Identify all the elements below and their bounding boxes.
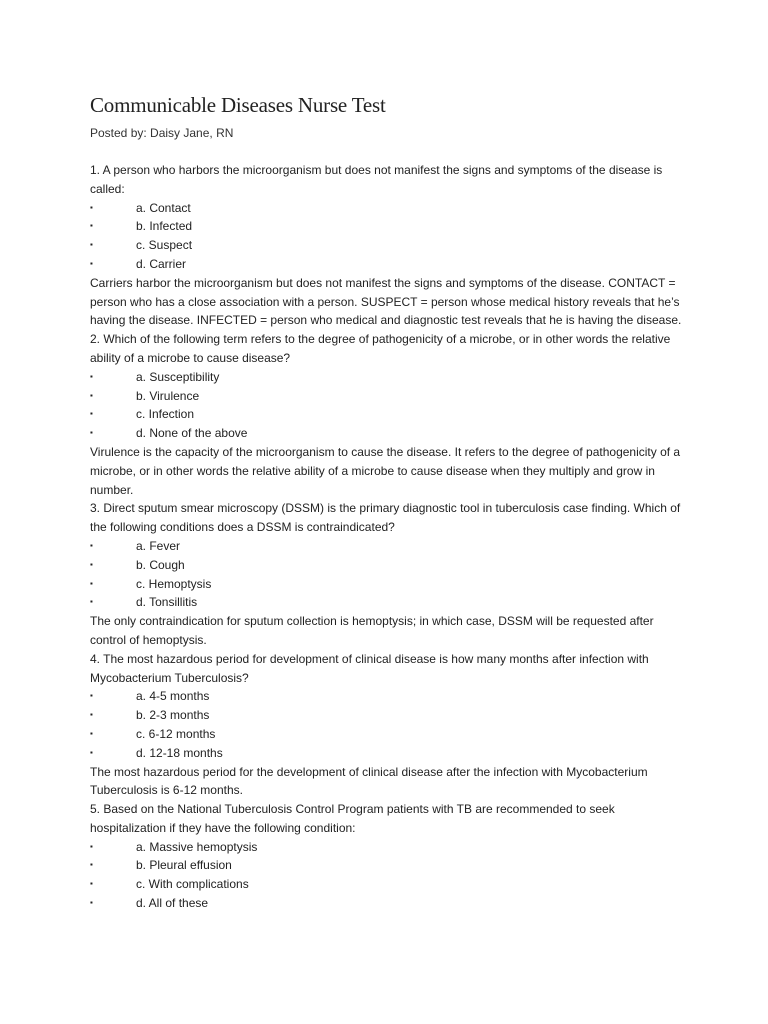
answer-options — [90, 199, 690, 274]
answer-option — [90, 838, 690, 857]
answer-options — [90, 687, 690, 762]
answer-rationale: Carriers harbor the microorganism but does not manifest the signs and symptoms of the disease. CONTACT = person who has a close association with a person. SUSPECT = person whose medical history reveals that he’s having the disease. INFECTED = person who medical and diagnostic test reveals that he is having the disease. — [90, 275, 682, 328]
answer-option — [90, 368, 690, 387]
square-bullet-icon: ▪ — [90, 597, 93, 607]
square-bullet-icon: ▪ — [90, 747, 93, 757]
square-bullet-icon: ▪ — [90, 428, 93, 438]
square-bullet-icon: ▪ — [90, 240, 93, 250]
question-list — [90, 161, 690, 913]
question-text: 2. Which of the following term refers to the degree of pathogenicity of a microbe, or in other words the relative ability of a microbe to cause disease? — [90, 332, 671, 365]
square-bullet-icon: ▪ — [90, 879, 93, 889]
square-bullet-icon: ▪ — [90, 841, 93, 851]
answer-option — [90, 537, 690, 556]
square-bullet-icon: ▪ — [90, 221, 93, 231]
square-bullet-icon: ▪ — [90, 258, 93, 268]
answer-option — [90, 236, 690, 255]
square-bullet-icon: ▪ — [90, 540, 93, 550]
answer-option — [90, 405, 690, 424]
answer-option — [90, 894, 690, 913]
option-label: a. Contact — [136, 200, 191, 215]
answer-option — [90, 687, 690, 706]
option-label: c. 6-12 months — [136, 726, 216, 741]
answer-option — [90, 575, 690, 594]
square-bullet-icon: ▪ — [90, 691, 93, 701]
answer-option — [90, 199, 690, 218]
option-label: b. 2-3 months — [136, 708, 210, 723]
option-label: d. Carrier — [136, 256, 187, 271]
square-bullet-icon: ▪ — [90, 728, 93, 738]
answer-option — [90, 725, 690, 744]
question-item — [90, 161, 690, 330]
question-text: 5. Based on the National Tuberculosis Control Program patients with TB are recommended to seek hospitalization if they have the following condition: — [90, 802, 615, 835]
answer-option — [90, 744, 690, 763]
square-bullet-icon: ▪ — [90, 710, 93, 720]
question-item — [90, 499, 690, 649]
page-title: Communicable Diseases Nurse Test — [90, 93, 386, 117]
question-item — [90, 650, 690, 800]
answer-option — [90, 424, 690, 443]
answer-option — [90, 593, 690, 612]
answer-options — [90, 537, 690, 612]
question-text: 3. Direct sputum smear microscopy (DSSM) is the primary diagnostic tool in tuberculosis case finding. Which of the following conditions does a DSSM is contraindicated? — [90, 501, 681, 535]
question-text: 1. A person who harbors the microorganism but does not manifest the signs and symptoms of the disease is called: — [90, 163, 663, 196]
option-label: d. All of these — [136, 896, 209, 911]
option-label: c. Hemoptysis — [136, 576, 212, 591]
option-label: b. Pleural effusion — [136, 858, 232, 873]
answer-option — [90, 706, 690, 725]
square-bullet-icon: ▪ — [90, 202, 93, 212]
square-bullet-icon: ▪ — [90, 390, 93, 400]
option-label: c. Infection — [136, 407, 195, 422]
square-bullet-icon: ▪ — [90, 578, 93, 588]
option-label: a. Massive hemoptysis — [136, 839, 258, 854]
square-bullet-icon: ▪ — [90, 559, 93, 569]
author-byline: Posted by: Daisy Jane, RN — [90, 126, 234, 140]
option-label: c. Suspect — [136, 238, 193, 253]
option-label: b. Virulence — [136, 388, 200, 403]
square-bullet-icon: ▪ — [90, 409, 93, 419]
option-label: d. None of the above — [136, 426, 248, 441]
option-label: c. With complications — [136, 877, 249, 892]
answer-option — [90, 875, 690, 894]
option-label: a. Susceptibility — [136, 369, 220, 384]
option-label: d. Tonsillitis — [136, 595, 198, 610]
answer-option — [90, 556, 690, 575]
option-label: d. 12-18 months — [136, 745, 223, 760]
answer-rationale: Virulence is the capacity of the microorganism to cause the disease. It refers to the degree of pathogenicity of a microbe, or in other words the relative ability of a microbe to cause disease when they multiply and grow in number. — [90, 444, 681, 497]
square-bullet-icon: ▪ — [90, 371, 93, 381]
answer-options — [90, 368, 690, 443]
question-item — [90, 800, 690, 913]
answer-option — [90, 217, 690, 236]
option-label: a. 4-5 months — [136, 689, 210, 704]
answer-options — [90, 838, 690, 913]
answer-rationale: The only contraindication for sputum collection is hemoptysis; in which case, DSSM will be requested after control of hemoptysis. — [90, 614, 654, 647]
option-label: b. Infected — [136, 219, 193, 234]
option-label: a. Fever — [136, 538, 181, 553]
question-item — [90, 330, 690, 499]
answer-rationale: The most hazardous period for the development of clinical disease after the infection with Mycobacterium Tuberculosis is 6-12 months. — [90, 764, 648, 798]
option-label: b. Cough — [136, 557, 185, 572]
square-bullet-icon: ▪ — [90, 860, 93, 870]
answer-option — [90, 387, 690, 406]
square-bullet-icon: ▪ — [90, 898, 93, 908]
question-text: 4. The most hazardous period for development of clinical disease is how many months after infection with Mycobacterium Tuberculosis? — [90, 651, 649, 685]
answer-option — [90, 255, 690, 274]
answer-option — [90, 856, 690, 875]
document-page — [90, 92, 690, 913]
